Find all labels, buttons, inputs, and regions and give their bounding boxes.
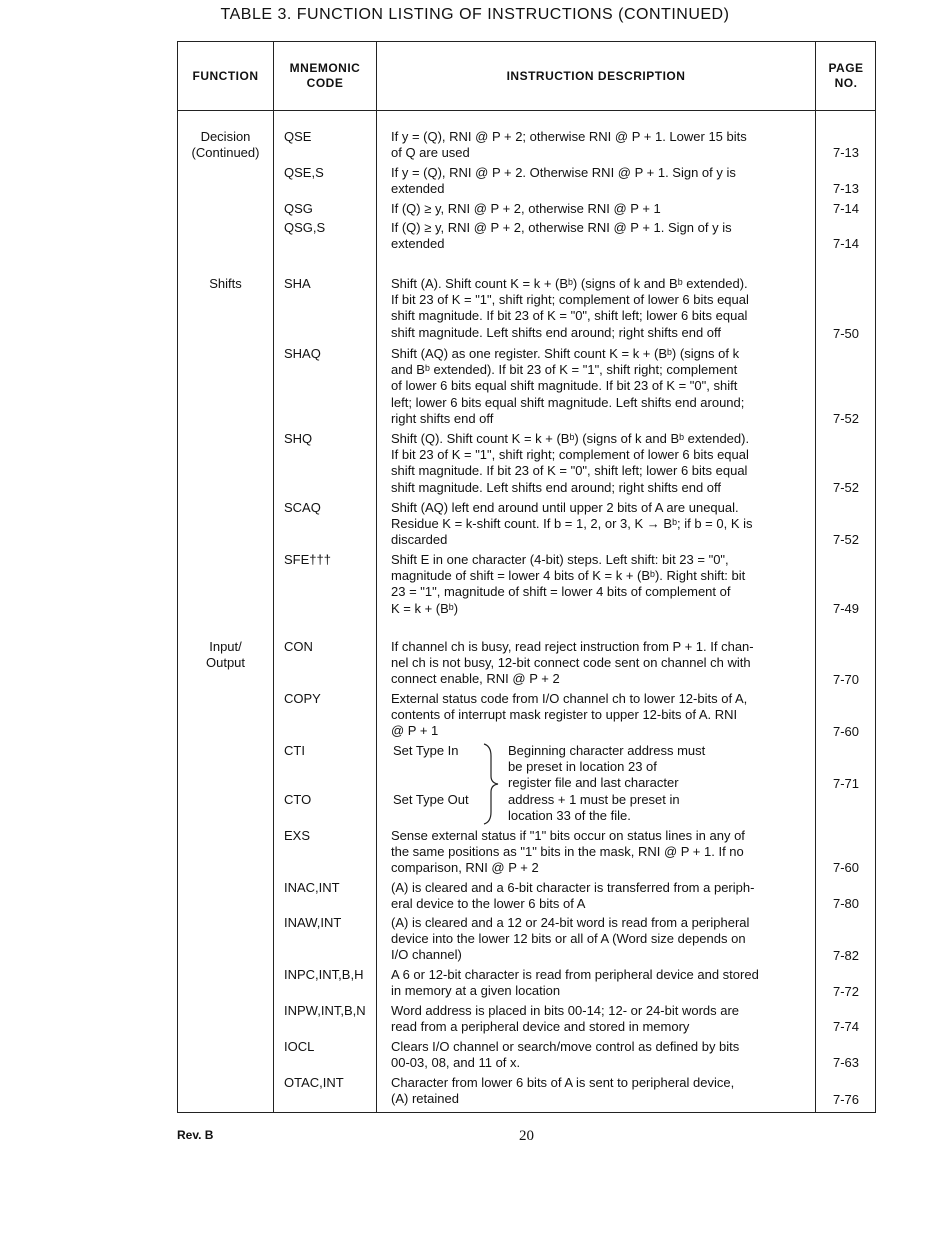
description	[391, 639, 806, 688]
page-number: 7-74	[832, 1019, 860, 1034]
page-number: 7-49	[832, 601, 860, 616]
description-line: Shift (Q). Shift count K = k + (Bᵇ) (signs of k and Bᵇ extended).	[391, 431, 750, 446]
page-number: 7-60	[832, 860, 860, 875]
description-line: If bit 23 of K = "1", shift right; complement of lower 6 bits equal	[391, 292, 749, 308]
ct-common-description	[508, 743, 808, 824]
description-line: If (Q) ≥ y, RNI @ P + 2, otherwise RNI @ P + 1. Sign of y is	[391, 220, 732, 235]
description-line: shift magnitude. If bit 23 of K = "0", shift left; lower 6 bits equal	[391, 308, 748, 324]
page-number: 7-52	[832, 532, 860, 547]
header-mnemonic-line1: MNEMONIC	[289, 61, 361, 75]
description	[391, 1039, 806, 1071]
description-line: right shifts end off	[391, 410, 494, 426]
description	[391, 1003, 806, 1035]
description-line: connect enable, RNI @ P + 2	[391, 671, 560, 687]
mnemonic: QSG,S	[284, 220, 326, 235]
group-label: Shifts	[209, 276, 242, 291]
description	[391, 346, 806, 427]
page-number: 7-72	[832, 984, 860, 999]
group-label: Input/	[209, 639, 242, 654]
header-page-line2: NO.	[834, 76, 858, 90]
description-line: extended	[391, 236, 445, 252]
description	[391, 691, 806, 740]
description-line: If y = (Q), RNI @ P + 2; otherwise RNI @ P + 1. Lower 15 bits	[391, 129, 747, 144]
page-number: 7-80	[832, 896, 860, 911]
mnemonic: CTI	[284, 743, 305, 758]
group-decision	[178, 129, 273, 161]
description	[391, 915, 806, 964]
function-table	[177, 41, 876, 1113]
description-line: External status code from I/O channel ch to lower 12-bits of A,	[391, 691, 748, 706]
description-line: 00-03, 08, and 11 of x.	[391, 1055, 521, 1071]
description-line: in memory at a given location	[391, 983, 561, 999]
header-divider	[178, 110, 875, 111]
description-line: register file and last character	[508, 775, 679, 791]
description	[391, 500, 806, 549]
mnemonic: INPW,INT,B,N	[284, 1003, 366, 1018]
description	[391, 165, 806, 197]
set-type-in-label: Set Type In	[393, 743, 459, 758]
description-line: I/O channel)	[391, 947, 462, 963]
description-line: Shift (AQ) left end around until upper 2 bits of A are unequal.	[391, 500, 739, 515]
description-line: If y = (Q), RNI @ P + 2. Otherwise RNI @ P + 1. Sign of y is	[391, 165, 736, 180]
page-number: 7-71	[832, 776, 860, 791]
description-line: location 33 of the file.	[508, 807, 631, 823]
description-line: the same positions as "1" bits in the mask, RNI @ P + 1. If no	[391, 844, 744, 860]
description-line: (A) is cleared and a 12 or 24-bit word is read from a peripheral	[391, 915, 750, 930]
page-number: 7-13	[832, 145, 860, 160]
header-mnemonic	[274, 42, 376, 110]
mnemonic: SHQ	[284, 431, 313, 446]
mnemonic: IOCL	[284, 1039, 315, 1054]
page-number: 7-82	[832, 948, 860, 963]
page-number: 7-52	[832, 480, 860, 495]
description	[391, 967, 806, 999]
mnemonic: SCAQ	[284, 500, 321, 515]
revision-label: Rev. B	[177, 1128, 214, 1142]
description-line: Beginning character address must	[508, 743, 706, 758]
description-line: discarded	[391, 532, 448, 548]
description-line: contents of interrupt mask register to upper 12-bits of A. RNI	[391, 707, 738, 723]
mnemonic: QSE,S	[284, 165, 324, 180]
description-line: Residue K = k-shift count. If b = 1, 2, or 3, K → Bᵇ; if b = 0, K is	[391, 516, 753, 532]
group-label: Decision	[200, 129, 251, 144]
description-line: Clears I/O channel or search/move control as defined by bits	[391, 1039, 740, 1054]
description-line: device into the lower 12 bits or all of A (Word size depends on	[391, 931, 746, 947]
description-line: be preset in location 23 of	[508, 759, 657, 775]
description-line: If (Q) ≥ y, RNI @ P + 2, otherwise RNI @ P + 1	[391, 201, 661, 216]
description-line: shift magnitude. Left shifts end around; right shifts end off	[391, 479, 722, 495]
description-line: K = k + (Bᵇ)	[391, 600, 459, 616]
group-label: (Continued)	[191, 145, 260, 161]
description	[391, 431, 806, 496]
description-line: and Bᵇ extended). If bit 23 of K = "1", shift right; complement	[391, 362, 738, 378]
description-line: shift magnitude. If bit 23 of K = "0", shift left; lower 6 bits equal	[391, 463, 748, 479]
column-divider	[273, 42, 274, 1112]
description-line: If channel ch is busy, read reject instruction from P + 1. If chan-	[391, 639, 754, 654]
description-line: shift magnitude. Left shifts end around; right shifts end off	[391, 324, 722, 340]
description	[391, 129, 806, 161]
description	[391, 201, 806, 217]
mnemonic: SHAQ	[284, 346, 321, 361]
group-label: Output	[205, 655, 246, 671]
description-line: extended	[391, 181, 445, 197]
mnemonic: CON	[284, 639, 313, 654]
page-number: 7-70	[832, 672, 860, 687]
description-line: nel ch is not busy, 12-bit connect code sent on channel ch with	[391, 655, 751, 671]
header-page	[816, 42, 876, 110]
page-number-footer: 20	[519, 1128, 534, 1144]
description-line: (A) is cleared and a 6-bit character is transferred from a periph-	[391, 880, 755, 895]
description-line: address + 1 must be preset in	[508, 791, 680, 807]
header-function	[178, 42, 273, 110]
brace-icon	[481, 742, 501, 826]
description-line: read from a peripheral device and stored in memory	[391, 1019, 690, 1035]
page-number: 7-63	[832, 1055, 860, 1070]
description-line: 23 = "1", magnitude of shift = lower 4 bits of complement of	[391, 584, 731, 600]
description	[391, 880, 806, 912]
description-line: left; lower 6 bits equal shift magnitude. Left shifts end around;	[391, 394, 745, 410]
description-line: Character from lower 6 bits of A is sent to peripheral device,	[391, 1075, 735, 1090]
description-line: of lower 6 bits equal shift magnitude. If bit 23 of K = "0", shift	[391, 378, 738, 394]
page-number: 7-14	[832, 236, 860, 251]
page-number: 7-14	[832, 201, 860, 216]
description-line: @ P + 1	[391, 723, 439, 739]
description-line: Shift (A). Shift count K = k + (Bᵇ) (signs of k and Bᵇ extended).	[391, 276, 748, 291]
page-number: 7-76	[832, 1092, 860, 1107]
description	[391, 276, 806, 341]
mnemonic: QSG	[284, 201, 313, 216]
mnemonic: QSE	[284, 129, 312, 144]
mnemonic: OTAC,INT	[284, 1075, 344, 1090]
mnemonic: INPC,INT,B,H	[284, 967, 364, 982]
mnemonic: EXS	[284, 828, 311, 843]
description-line: Word address is placed in bits 00-14; 12- or 24-bit words are	[391, 1003, 740, 1018]
description-line: Shift (AQ) as one register. Shift count K = k + (Bᵇ) (signs of k	[391, 346, 740, 361]
description-line: A 6 or 12-bit character is read from peripheral device and stored	[391, 967, 759, 982]
mnemonic: INAW,INT	[284, 915, 342, 930]
page-number: 7-13	[832, 181, 860, 196]
header-mnemonic-line2: CODE	[306, 76, 344, 90]
header-page-line1: PAGE	[828, 61, 864, 75]
description-line: eral device to the lower 6 bits of A	[391, 896, 586, 912]
description	[391, 552, 806, 617]
header-description	[377, 42, 815, 110]
page-number: 7-60	[832, 724, 860, 739]
header-function-label: FUNCTION	[192, 68, 259, 83]
group-shifts	[178, 276, 273, 292]
group-io	[178, 639, 273, 671]
page-number: 7-52	[832, 411, 860, 426]
description-line: Shift E in one character (4-bit) steps. Left shift: bit 23 = "0",	[391, 552, 729, 567]
mnemonic: SHA	[284, 276, 311, 291]
description-line: of Q are used	[391, 145, 470, 161]
mnemonic: COPY	[284, 691, 321, 706]
page-number: 7-50	[832, 326, 860, 341]
header-description-label: INSTRUCTION DESCRIPTION	[506, 68, 686, 83]
set-type-out-label: Set Type Out	[393, 792, 469, 807]
description	[391, 220, 806, 252]
description-line: comparison, RNI @ P + 2	[391, 860, 539, 876]
description	[391, 1075, 806, 1107]
mnemonic: CTO	[284, 792, 312, 807]
description-line: (A) retained	[391, 1091, 459, 1107]
description	[391, 828, 806, 877]
description-line: If bit 23 of K = "1", shift right; complement of lower 6 bits equal	[391, 447, 749, 463]
mnemonic: SFE†††	[284, 552, 331, 567]
description-line: Sense external status if "1" bits occur on status lines in any of	[391, 828, 745, 843]
description-line: magnitude of shift = lower 4 bits of K = k + (Bᵇ). Right shift: bit	[391, 568, 746, 584]
mnemonic: INAC,INT	[284, 880, 340, 895]
table-title: TABLE 3. FUNCTION LISTING OF INSTRUCTIONS (CONTINUED)	[220, 6, 730, 23]
